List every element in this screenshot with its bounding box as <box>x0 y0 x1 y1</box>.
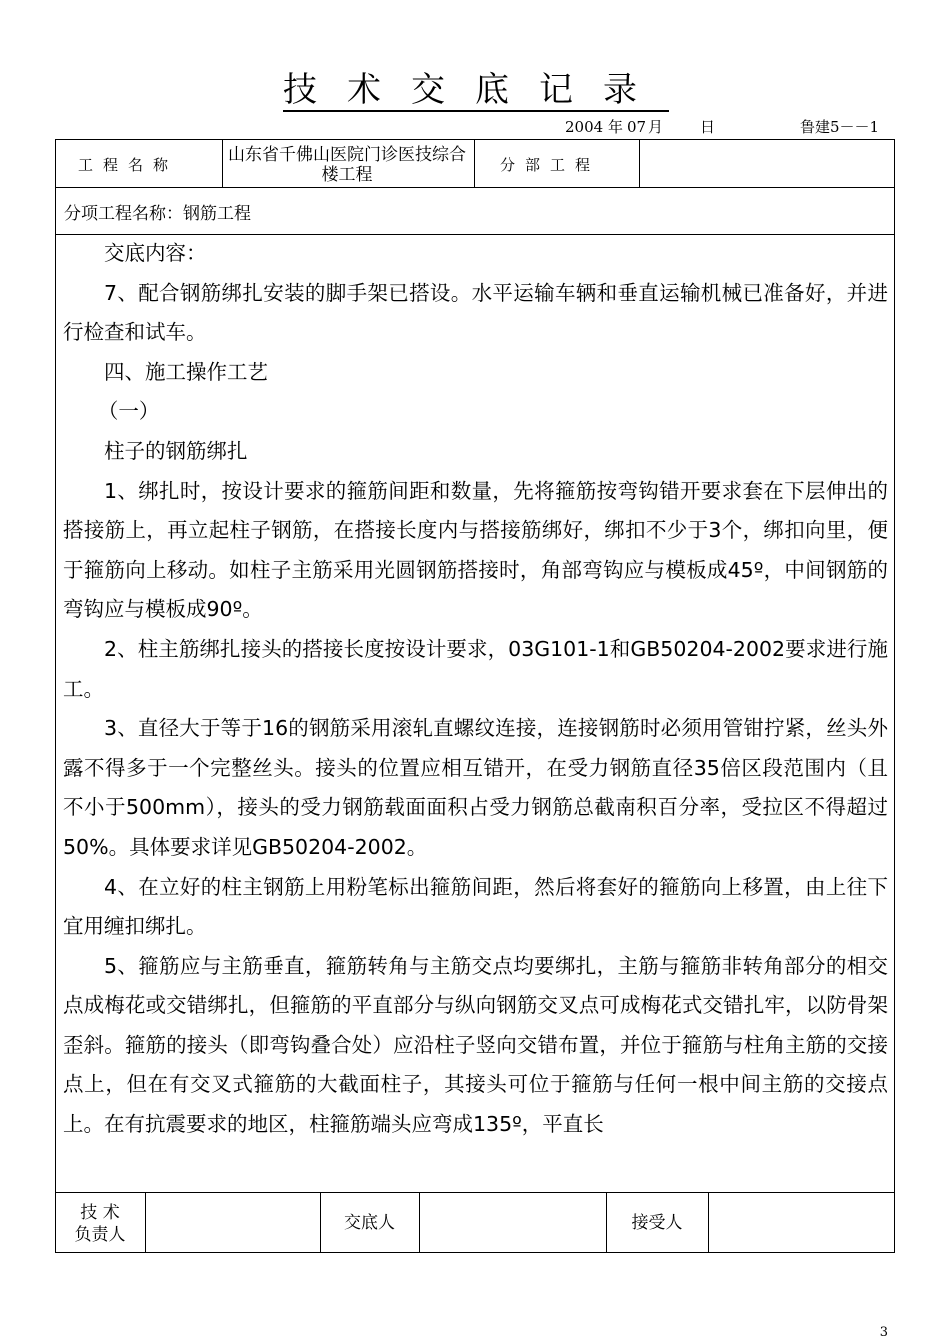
date-month: 07 <box>627 118 647 136</box>
sub-project-label: 分部工程 <box>500 156 601 174</box>
header-col-divider-3 <box>639 139 640 187</box>
receiver-label: 接受人 <box>631 1213 683 1233</box>
topic-heading-column-rebar: 柱子的钢筋绑扎 <box>104 438 248 463</box>
content-paragraph-2: 2、柱主筋绑扎接头的搭接长度按设计要求，03G101-1和GB50204-2002要求进行施工。 <box>63 636 888 701</box>
content-paragraph-1: 1、绑扎时，按设计要求的箍筋间距和数量，先将箍筋按弯钩错开要求套在下层伸出的搭接筋上，再立起柱子钢筋，在搭接长度内与搭接筋绑好，绑扣不少于3个，绑扣向里，便于箍筋向上移动。如柱子主筋采用光圆钢筋搭接时，角部弯钩应与模板成45º，中间钢筋的弯钩应与模板成90º。 <box>63 478 888 622</box>
form-code: 鲁建5－－1 <box>800 118 880 136</box>
content-paragraph-7: 7、配合钢筋绑扎安装的脚手架已搭设。水平运输车辆和垂直运输机械已准备好，并进行检查和试车。 <box>63 280 888 345</box>
disclosure-content <box>63 234 888 1145</box>
sub-item-name: 分项工程名称：钢筋工程 <box>64 204 251 224</box>
row-divider-signatures <box>55 1192 895 1193</box>
content-paragraph-3: 3、直径大于等于16的钢筋采用滚轧直螺纹连接，连接钢筋时必须用管钳拧紧，丝头外露不得多于一个完整丝头。接头的位置应相互错开，在受力钢筋直径35倍区段范围内（且不小于500mm），接头的受力钢筋载面面积占受力钢筋总截南积百分率，受拉区不得超过50%。具体要求详见GB50204-2002。 <box>63 716 888 859</box>
sig-col-divider-1 <box>145 1192 146 1253</box>
tech-lead-label <box>60 1202 140 1246</box>
tech-lead-label-line2: 负责人 <box>74 1225 126 1245</box>
subsection-heading-1: （一） <box>97 399 160 424</box>
header-col-divider-2 <box>474 139 475 187</box>
row-divider-header <box>55 187 895 188</box>
project-name-label: 工程名称 <box>78 156 179 174</box>
content-heading: 交底内容： <box>104 241 207 265</box>
title-underline <box>283 110 669 112</box>
date-year: 2004 <box>565 118 604 136</box>
date-day-unit: 日 <box>700 118 716 136</box>
date-month-unit: 月 <box>648 118 664 136</box>
date-year-unit: 年 <box>608 118 624 136</box>
sig-col-divider-3 <box>419 1192 420 1253</box>
project-name-value: 山东省千佛山医院门诊医技综合楼工程 <box>228 145 466 185</box>
sig-col-divider-5 <box>708 1192 709 1253</box>
section-heading-4: 四、施工操作工艺 <box>104 359 268 384</box>
tech-lead-label-line1: 技 术 <box>80 1203 120 1223</box>
presenter-label: 交底人 <box>344 1213 395 1233</box>
content-paragraph-4: 4、在立好的柱主钢筋上用粉笔标出箍筋间距，然后将套好的箍筋向上移置，由上往下宜用缠扣绑扎。 <box>63 874 888 939</box>
page-number: 3 <box>879 1325 888 1340</box>
content-paragraph-5: 5、箍筋应与主筋垂直，箍筋转角与主筋交点均要绑扎，主筋与箍筋非转角部分的相交点成梅花或交错绑扎，但箍筋的平直部分与纵向钢筋交叉点可成梅花式交错扎牢，以防骨架歪斜。箍筋的接头（即弯钩叠合处）应沿柱子竖向交错布置，并位于箍筋与柱角主筋的交接点上，但在有交叉式箍筋的大截面柱子，其接头可位于箍筋与任何一根中间主筋的交接点上。在有抗震要求的地区，柱箍筋端头应弯成135º，平直长 <box>63 953 888 1137</box>
document-title: 技术交底记录 <box>283 70 667 110</box>
